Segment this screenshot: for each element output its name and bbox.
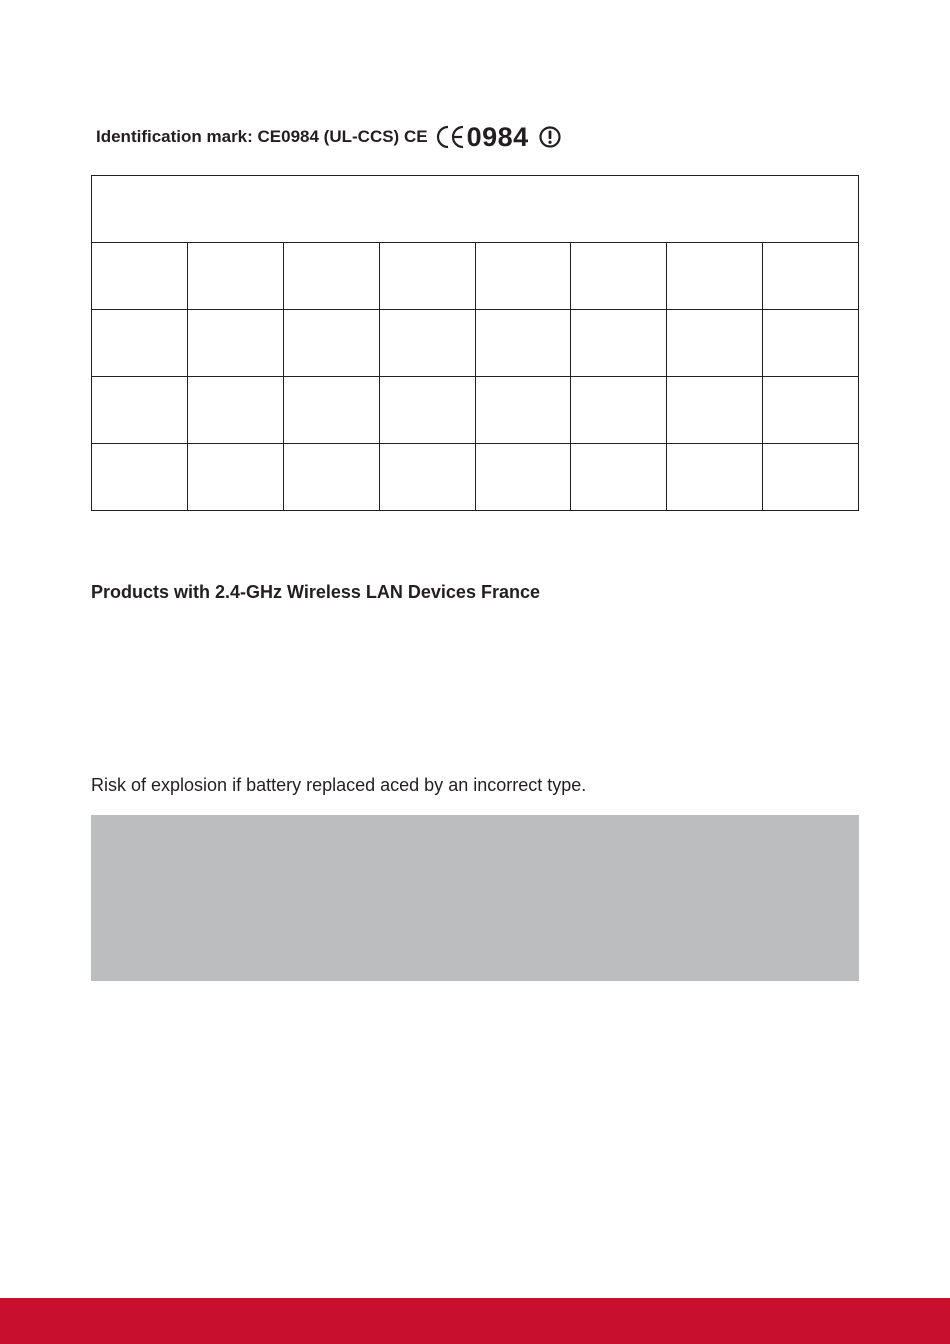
ce-mark — [436, 121, 562, 152]
table-row — [92, 444, 859, 511]
ce-mark-number: 0984 — [466, 121, 529, 152]
table-cell — [763, 377, 859, 444]
table-cell — [187, 243, 283, 310]
grey-content-box — [91, 815, 859, 981]
table-cell — [187, 444, 283, 511]
table-cell — [763, 243, 859, 310]
table-cell — [283, 310, 379, 377]
table-cell — [571, 310, 667, 377]
table-cell — [571, 243, 667, 310]
table-cell — [667, 310, 763, 377]
table-cell — [571, 377, 667, 444]
table-cell — [379, 377, 475, 444]
battery-warning-text: Risk of explosion if battery replaced aced by an incorrect type. — [91, 775, 587, 795]
table-cell — [475, 243, 571, 310]
table-cell — [667, 377, 763, 444]
table-cell — [379, 310, 475, 377]
table-row — [92, 243, 859, 310]
table-cell — [667, 444, 763, 511]
ce-mark-icon — [436, 124, 466, 150]
table-cell — [379, 444, 475, 511]
table-cell — [92, 310, 188, 377]
table-cell — [667, 243, 763, 310]
table-row — [92, 377, 859, 444]
table-cell — [92, 243, 188, 310]
table-cell — [763, 310, 859, 377]
identification-mark-line — [96, 121, 562, 153]
table-cell — [92, 377, 188, 444]
footer-bar — [0, 1298, 950, 1344]
table-header-cell — [92, 176, 859, 243]
table-cell — [475, 377, 571, 444]
table-cell — [763, 444, 859, 511]
alert-circle-icon — [538, 125, 562, 149]
table-cell — [475, 444, 571, 511]
table-cell — [571, 444, 667, 511]
table-cell — [283, 444, 379, 511]
table-cell — [187, 377, 283, 444]
table-header-row — [92, 176, 859, 243]
table-cell — [283, 243, 379, 310]
table-cell — [475, 310, 571, 377]
country-restriction-table — [91, 175, 859, 511]
identification-label: Identification mark: CE0984 (UL-CCS) CE — [96, 127, 428, 146]
table-row — [92, 310, 859, 377]
table-cell — [187, 310, 283, 377]
table-cell — [379, 243, 475, 310]
table-cell — [283, 377, 379, 444]
table-cell — [92, 444, 188, 511]
section-heading-wireless-lan: Products with 2.4-GHz Wireless LAN Devices France — [91, 582, 540, 602]
